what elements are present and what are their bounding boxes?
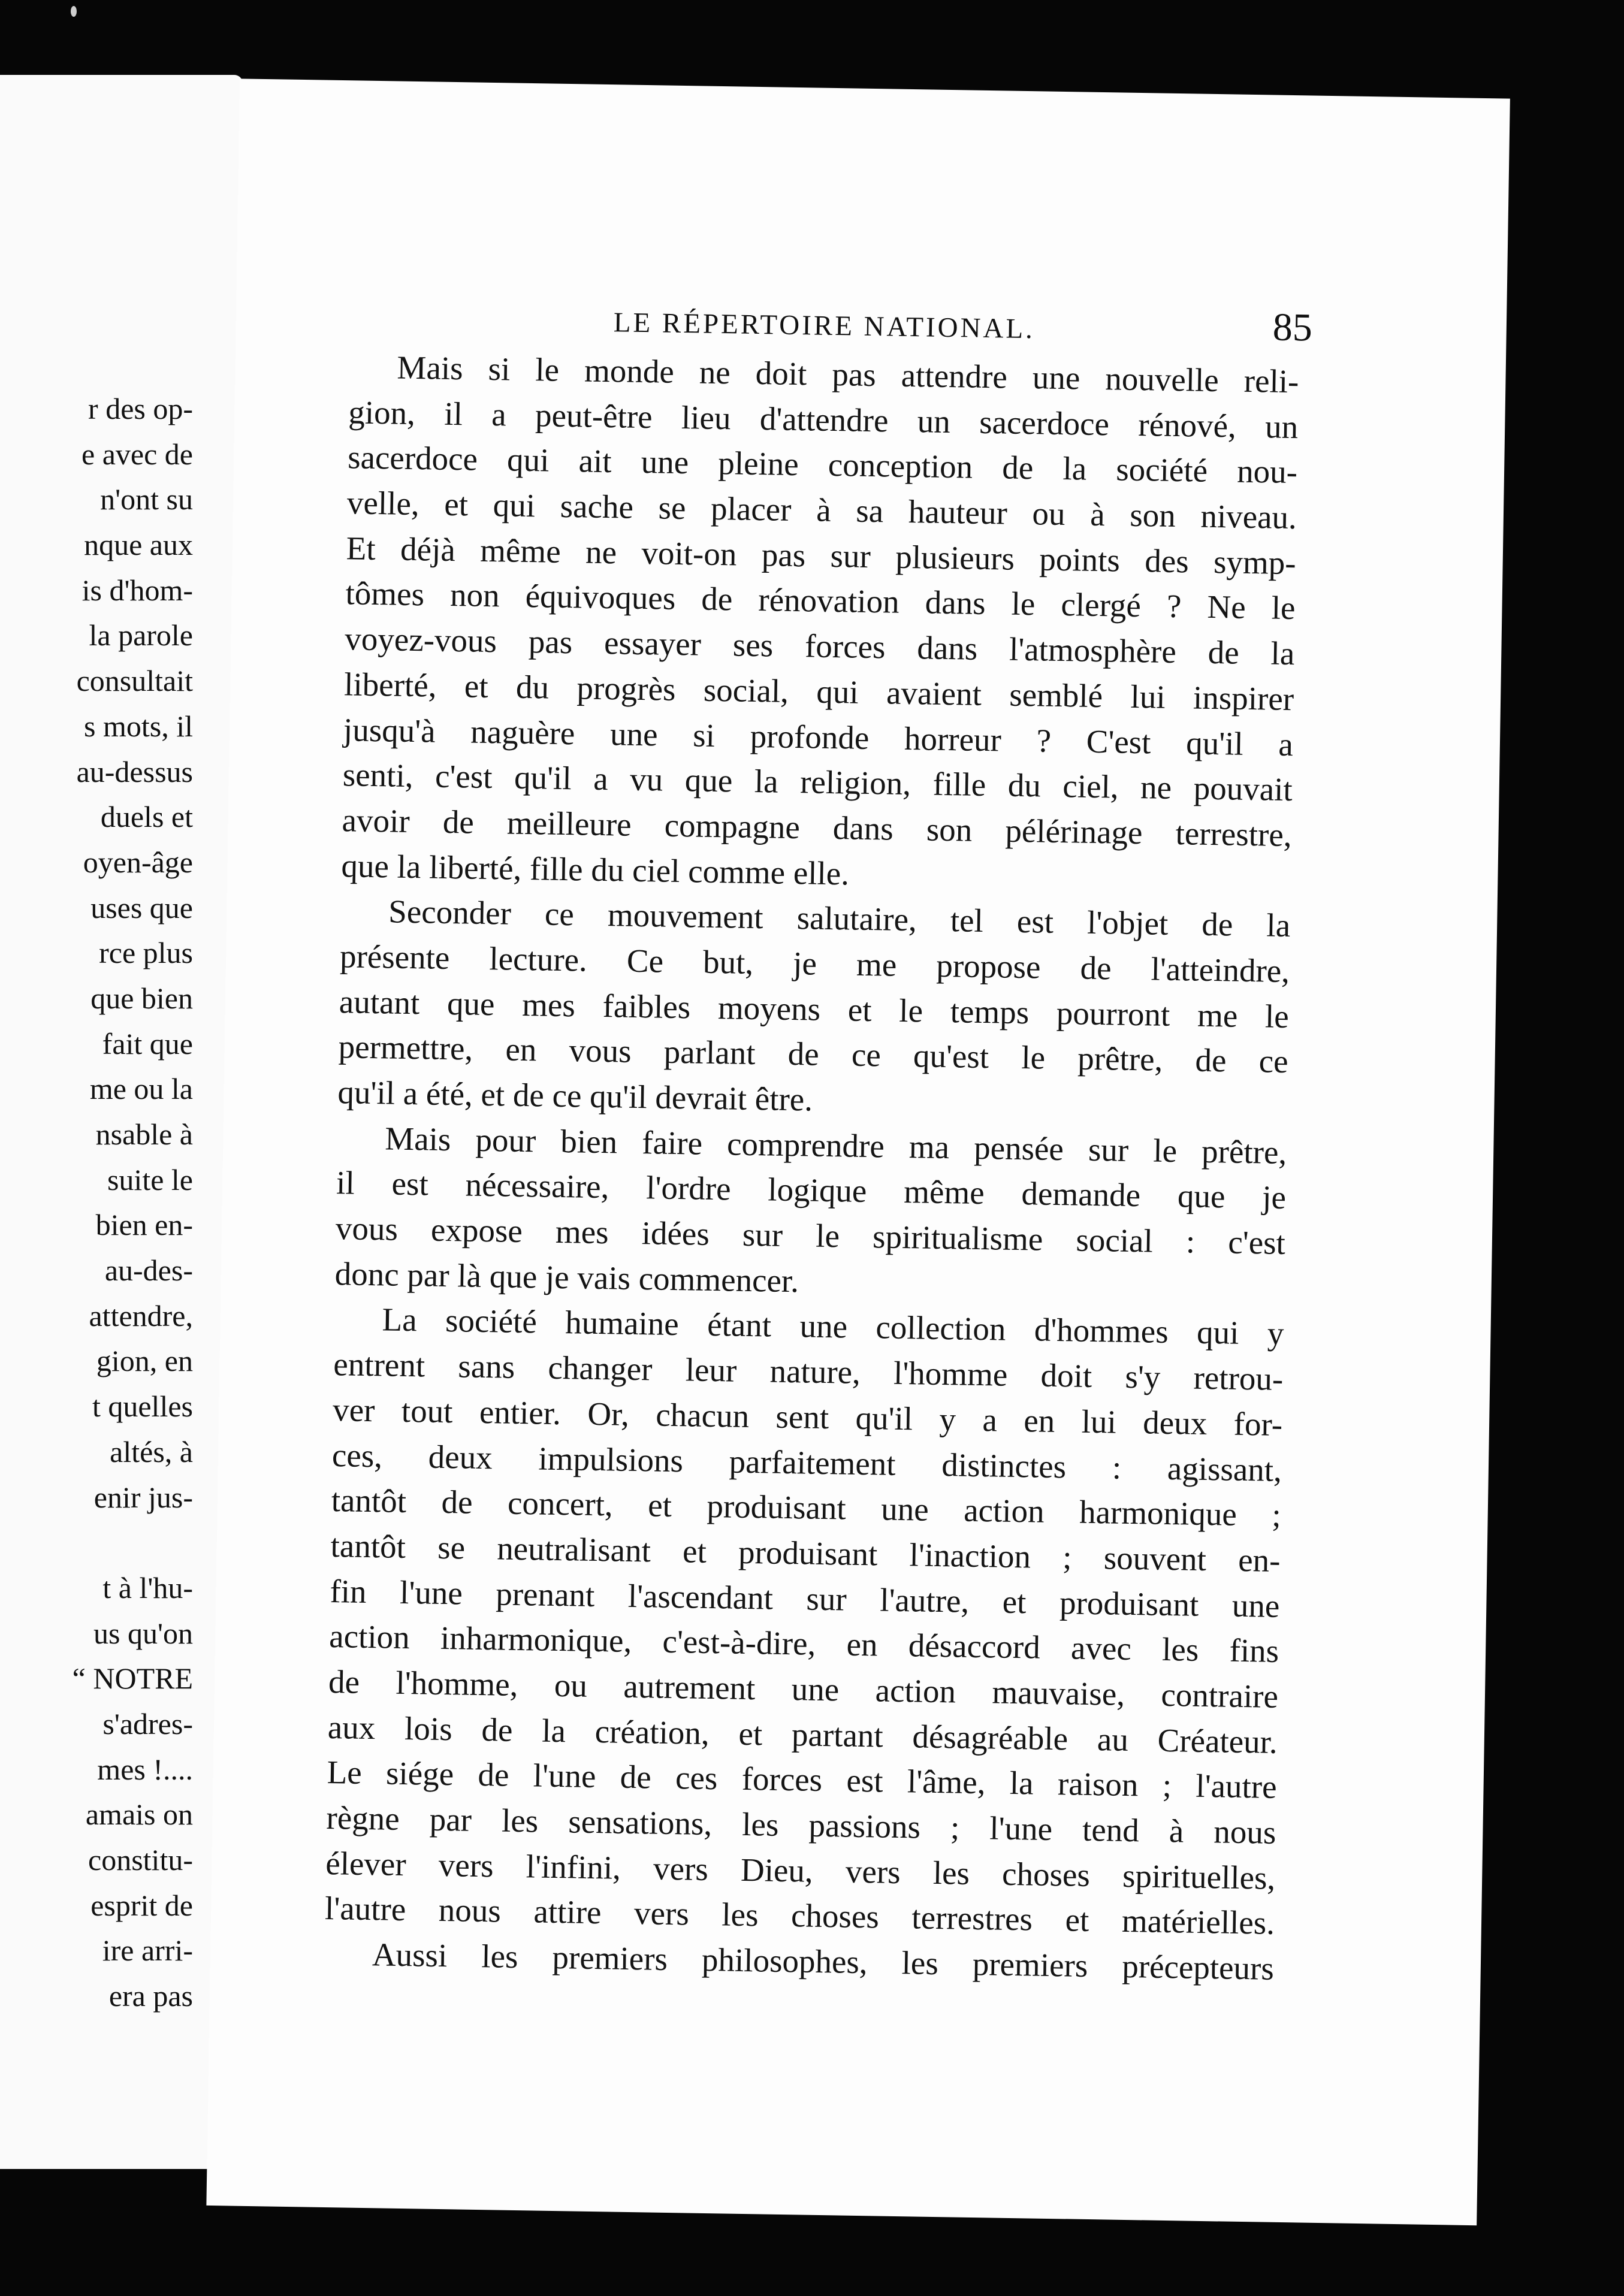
text-line: Et déjà même ne voit-on pas sur plusieurs points des symp-	[346, 529, 1297, 581]
left-page-line: fait que	[102, 1026, 193, 1061]
left-page-line: la parole	[89, 618, 193, 652]
text-line: tantôt se neutralisant et produisant l'inaction ; souvent en-	[330, 1527, 1281, 1579]
text-line: qu'il a été, et de ce qu'il devrait être.	[337, 1074, 813, 1118]
body-text	[324, 344, 1299, 1991]
text-line: Mais si le monde ne doit pas attendre une nouvelle reli-	[397, 349, 1299, 400]
right-page	[206, 78, 1510, 2225]
text-line: élever vers l'infini, vers Dieu, vers les choses spirituelles,	[325, 1844, 1276, 1896]
text-line: aux lois de la création, et partant désagréable au Créateur.	[327, 1708, 1278, 1760]
left-page-line: s'adres-	[102, 1706, 193, 1741]
text-line: il est nécessaire, l'ordre logique même demande que je	[336, 1164, 1287, 1216]
text-line: Mais pour bien faire comprendre ma pensée sur le prêtre,	[384, 1120, 1287, 1171]
left-page-line: au-des-	[104, 1253, 193, 1288]
text-line: règne par les sensations, les passions ; l'une tend à nous	[326, 1799, 1276, 1851]
text-line: La société humaine étant une collection d'hommes qui y	[382, 1301, 1284, 1352]
left-page-line: duels et	[100, 800, 193, 834]
left-page-line: attendre,	[89, 1298, 193, 1333]
left-page-text	[0, 386, 193, 2019]
left-page-line: oyen-âge	[83, 845, 193, 879]
text-line: velle, et qui sache se placer à sa hauteur ou à son niveau.	[346, 484, 1297, 536]
left-page-line: mes !....	[97, 1752, 193, 1786]
text-line: fin l'une prenant l'ascendant sur l'autre, et produisant une	[330, 1572, 1280, 1624]
text-line: permettre, en vous parlant de ce qu'est le prêtre, de ce	[338, 1028, 1289, 1080]
left-page-line: constitu-	[88, 1843, 193, 1877]
left-page-line: amais on	[85, 1797, 193, 1832]
left-page-line: t à l'hu-	[102, 1570, 193, 1605]
left-page-line: au-dessus	[76, 754, 193, 789]
left-page-line: enir jus-	[93, 1480, 193, 1514]
left-page-line: s mots, il	[84, 709, 193, 743]
page-number: 85	[1272, 305, 1313, 350]
left-page-line: nsable à	[95, 1117, 193, 1151]
running-title: LE RÉPERTOIRE NATIONAL.	[613, 307, 1036, 345]
text-line: donc par là que je vais commencer.	[334, 1255, 799, 1299]
left-page-line: t quelles	[92, 1389, 193, 1424]
left-page-line: uses que	[90, 890, 193, 925]
left-page-line: nque aux	[84, 528, 193, 562]
text-line: sacerdoce qui ait une pleine conception de la société nou-	[347, 439, 1298, 491]
left-page-line: bien en-	[95, 1208, 193, 1242]
text-line: l'autre nous attire vers les choses terrestres et matérielles.	[324, 1890, 1275, 1942]
left-page-line: us qu'on	[93, 1616, 193, 1650]
left-page-line: que bien	[90, 981, 193, 1015]
left-page-line: suite le	[107, 1162, 193, 1197]
text-line: Aussi les premiers philosophes, les premiers précepteurs	[372, 1936, 1275, 1987]
text-line: jusqu'à naguère une si profonde horreur ? C'est qu'il a	[343, 711, 1294, 763]
text-line: gion, il a peut-être lieu d'attendre un sacerdoce rénové, un	[348, 393, 1299, 445]
text-line: présente lecture. Ce but, je me propose de l'atteindre,	[339, 938, 1290, 989]
left-page-line: era pas	[108, 1979, 193, 2013]
text-line: tômes non équivoques de rénovation dans le clergé ? Ne le	[345, 575, 1296, 627]
text-line: Le siége de l'une de ces forces est l'âme, la raison ; l'autre	[327, 1754, 1278, 1806]
text-line: entrent sans changer leur nature, l'homme doit s'y retrou-	[333, 1346, 1284, 1398]
text-line: de l'homme, ou autrement une action mauvaise, contraire	[328, 1663, 1279, 1715]
left-page-line: esprit de	[90, 1888, 193, 1922]
left-page-line: e avec de	[81, 437, 193, 471]
text-line: action inharmonique, c'est-à-dire, en désaccord avec les fins	[328, 1618, 1279, 1670]
left-page-line: gion, en	[96, 1344, 193, 1378]
text-line: autant que mes faibles moyens et le temps pourront me le	[339, 983, 1290, 1035]
left-page-line: consultait	[76, 664, 193, 698]
text-line: senti, c'est qu'il a vu que la religion, fille du ciel, ne pouvait	[342, 756, 1293, 808]
text-line: tantôt de concert, et produisant une action harmonique ;	[331, 1482, 1282, 1534]
text-line: ces, deux impulsions parfaitement distinctes : agissant,	[331, 1436, 1282, 1488]
left-page-line: “ NOTRE	[72, 1661, 193, 1696]
left-page-line: rce plus	[99, 936, 193, 970]
left-page-line: r des op-	[88, 392, 193, 425]
scan-speck	[71, 6, 77, 17]
text-line: que la liberté, fille du ciel comme elle.	[341, 847, 850, 892]
left-page	[0, 75, 243, 2169]
text-line: ver tout entier. Or, chacun sent qu'il y a en lui deux for-	[332, 1391, 1283, 1443]
text-line: vous expose mes idées sur le spiritualisme social : c'est	[335, 1210, 1286, 1262]
left-page-line: ire arri-	[102, 1934, 193, 1968]
left-page-line	[0, 1520, 193, 1566]
left-page-line: altés, à	[110, 1434, 193, 1469]
text-line: avoir de meilleure compagne dans son pélérinage terrestre,	[342, 802, 1293, 853]
left-page-line: is d'hom-	[81, 573, 193, 607]
left-page-line: me ou la	[89, 1072, 193, 1106]
text-line: voyez-vous pas essayer ses forces dans l'atmosphère de la	[344, 620, 1295, 672]
left-page-line: n'ont su	[100, 482, 193, 516]
text-line: liberté, et du progrès social, qui avaient semblé lui inspirer	[343, 666, 1294, 717]
text-line: Seconder ce mouvement salutaire, tel est l'objet de la	[388, 893, 1291, 944]
